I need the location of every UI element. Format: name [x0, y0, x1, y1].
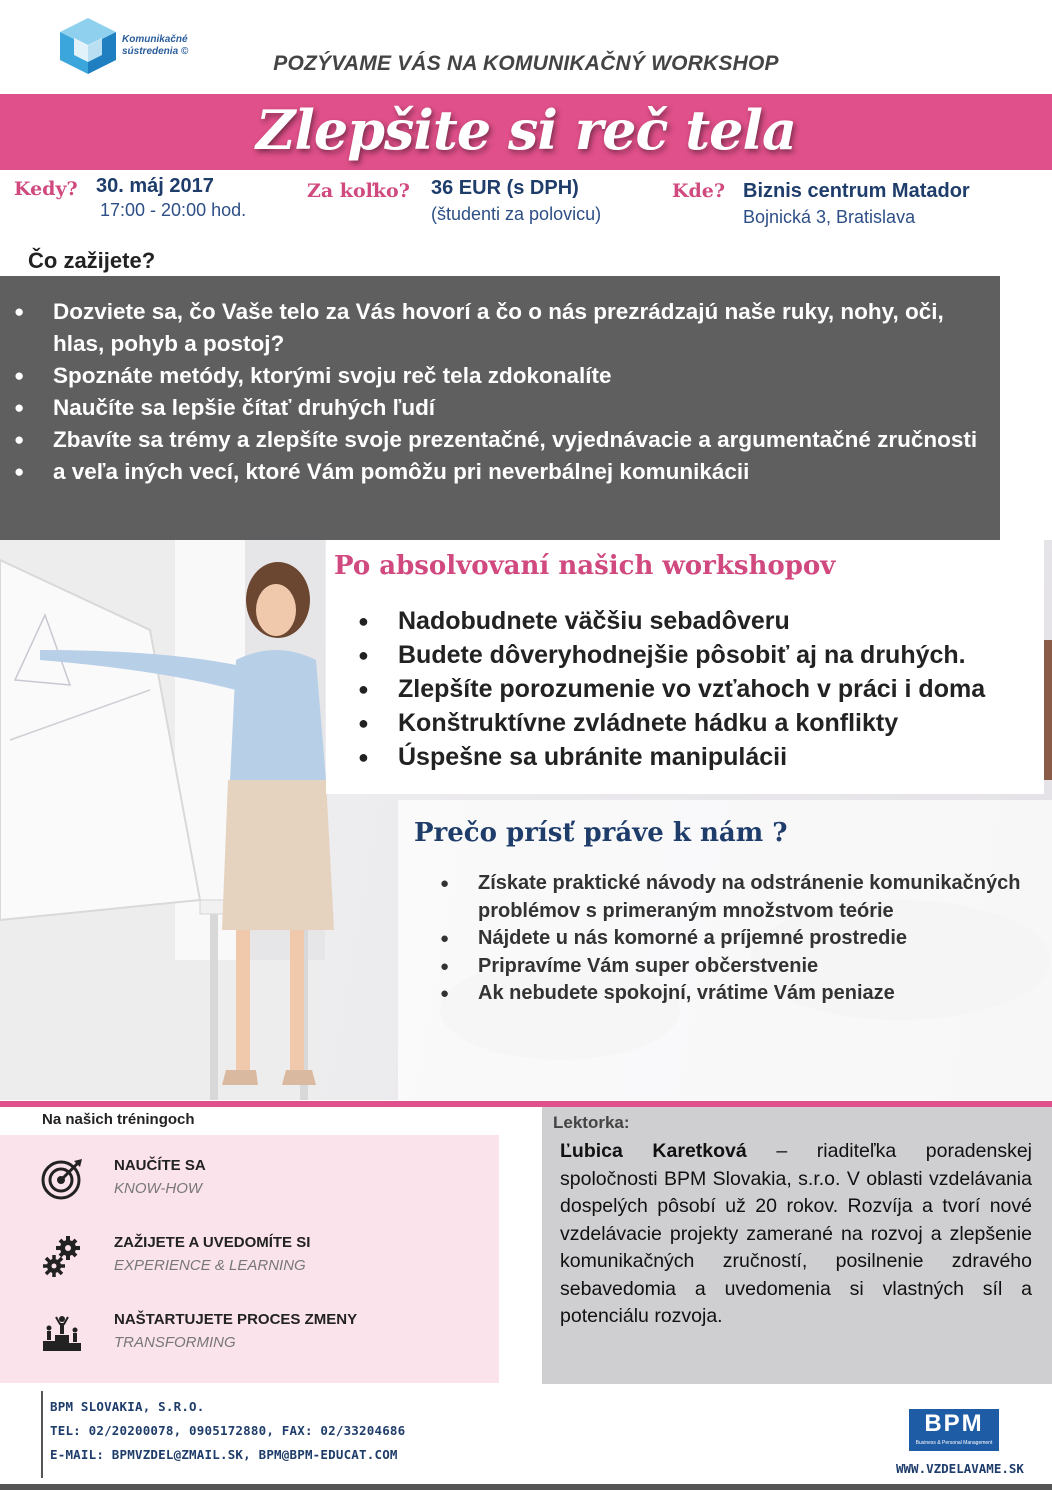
experience-heading: Čo zažijete? — [28, 248, 156, 273]
list-item: ● Dozviete sa, čo Vaše telo za Vás hovorí a čo o nás prezrádzajú naše ruky, nohy, oči, hlas, pohyb a postoj? — [14, 296, 980, 360]
footer-email[interactable]: E-MAIL: BPMVZDEL@ZMAIL.SK, BPM@BPM-EDUCAT.COM — [50, 1447, 398, 1462]
feature-subtitle: TRANSFORMING — [114, 1334, 236, 1351]
list-item: ● Pripravíme Vám super občerstvenie — [440, 953, 1040, 981]
lecturer-name: Ľubica Karetková — [560, 1140, 747, 1162]
list-item: ● Získate praktické návody na odstránenie komunikačných problémov s primeraným množstvom teórie — [440, 870, 1040, 925]
feature-title: NAŠTARTUJETE PROCES ZMENY — [114, 1311, 358, 1328]
lecturer-bio — [560, 1138, 1032, 1331]
list-item: ● Konštruktívne zvládnete hádku a konflikty — [358, 706, 985, 740]
list-item: ● Ak nebudete spokojní, vrátime Vám peniaze — [440, 980, 1040, 1008]
event-date: 30. máj 2017 — [96, 175, 214, 197]
list-item: ● Budete dôveryhodnejšie pôsobiť aj na druhých. — [358, 638, 985, 672]
list-item: ● Zbavíte sa trémy a zlepšíte svoje prezentačné, vyjednávacie a argumentačné zručnosti — [14, 424, 980, 456]
feature-title: NAUČÍTE SA — [114, 1157, 206, 1174]
feature-title: ZAŽIJETE A UVEDOMÍTE SI — [114, 1234, 311, 1251]
after-workshop-list — [358, 604, 985, 774]
logo-text: Komunikačné sústredenia © — [122, 34, 189, 57]
price-note: (študenti za polovicu) — [431, 204, 602, 224]
feature-subtitle: KNOW-HOW — [114, 1180, 203, 1197]
after-workshop-heading: Po absolvovaní našich workshopov — [334, 551, 836, 581]
why-us-list — [440, 870, 1040, 1008]
list-item: ● Zlepšíte porozumenie vo vzťahoch v práci i doma — [358, 672, 985, 706]
footer-company: BPM SLOVAKIA, S.R.O. — [50, 1399, 205, 1414]
footer-website-link[interactable]: WWW.VZDELAVAME.SK — [896, 1461, 1024, 1476]
invitation-heading: POZÝVAME VÁS NA KOMUNIKAČNÝ WORKSHOP — [273, 52, 779, 75]
when-label: Kedy? — [14, 178, 78, 200]
venue-name: Biznis centrum Matador — [743, 180, 970, 202]
bottom-bar — [0, 1484, 1052, 1490]
target-icon — [40, 1157, 84, 1201]
list-item: ● Nadobudnete väčšiu sebadôveru — [358, 604, 985, 638]
event-time: 17:00 - 20:00 hod. — [100, 200, 247, 220]
page-title: Zlepšite si reč tela — [255, 98, 797, 162]
lecturer-heading: Lektorka: — [553, 1113, 630, 1132]
why-us-heading: Prečo prísť práve k nám ? — [414, 818, 788, 848]
where-label: Kde? — [672, 180, 726, 202]
list-item: ● Spoznáte metódy, ktorými svoju reč tela zdokonalíte — [14, 360, 980, 392]
price-value: 36 EUR (s DPH) — [431, 177, 579, 199]
bpm-logo: BPM Business & Personal Management — [909, 1409, 999, 1451]
experience-list — [0, 276, 1000, 488]
venue-address: Bojnická 3, Bratislava — [743, 207, 916, 227]
feature-subtitle: EXPERIENCE & LEARNING — [114, 1257, 306, 1274]
list-item: ● Naučíte sa lepšie čítať druhých ľudí — [14, 392, 980, 424]
training-heading: Na našich tréningoch — [42, 1111, 195, 1128]
lecturer-description: – riaditeľka poradenskej spoločnosti BPM Slovakia, s.r.o. V oblasti vzdelávania dospelých pôsobí už 20 rokov. Rozvíja a tvorí nové vzdelávacie projekty zamerané na rozvoj a zlepšenie komunikačných zručností, posilnenie zdravého sebavedomia a uvedomenia si vlastných síl a potenciálu rozvoja. — [560, 1140, 1033, 1327]
gears-icon — [40, 1234, 84, 1278]
list-item: ● a veľa iných vecí, ktoré Vám pomôžu pri neverbálnej komunikácii — [14, 456, 980, 488]
experience-box — [0, 276, 1000, 540]
footer-phone: TEL: 02/20200078, 0905172880, FAX: 02/33204686 — [50, 1423, 406, 1438]
footer-divider — [41, 1391, 43, 1478]
price-label: Za koľko? — [307, 180, 410, 202]
list-item: ● Nájdete u nás komorné a príjemné prostredie — [440, 925, 1040, 953]
podium-icon — [40, 1311, 84, 1355]
list-item: ● Úspešne sa ubránite manipulácii — [358, 740, 985, 774]
